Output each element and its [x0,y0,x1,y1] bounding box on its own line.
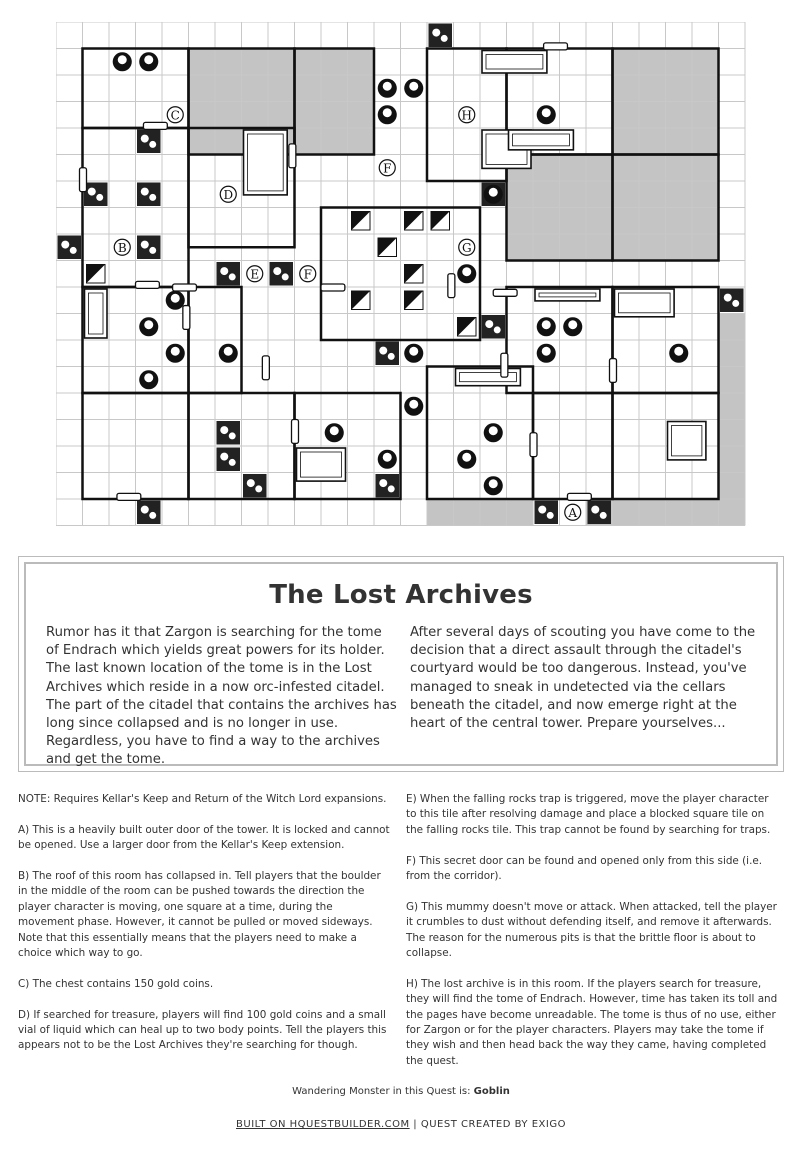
rubble-stone [229,459,236,466]
monster-face [462,267,471,276]
monster-face [489,479,498,488]
map-label-b: B [117,240,127,255]
note-paragraph: NOTE: Requires Kellar's Keep and Return of the Witch Lord expansions. [18,793,387,805]
footer-credit: QUEST CREATED BY EXIGO [420,1119,566,1130]
door [501,353,508,377]
monster-face [462,453,471,462]
wandering-monster-name: Goblin [473,1086,510,1097]
monster-face [542,108,551,117]
rubble-tile [137,236,161,260]
rubble-stone [149,512,156,519]
rubble-stone [494,326,501,333]
monster-face [489,426,498,435]
furniture [482,51,547,74]
notes-right [406,792,778,1085]
rubble-stone [229,432,236,439]
rubble-stone [141,135,149,143]
map-label-d: D [223,187,234,202]
quest-map-board [56,22,746,526]
note-paragraph: A) This is a heavily built outer door of the tower. It is locked and cannot be opened. Use a larger door from the Kellar's Keep extension. [18,823,390,852]
rubble-stone [220,426,228,434]
monster-face [383,453,392,462]
door [173,284,197,291]
door [183,306,190,330]
rubble-tile [720,289,744,313]
rubble-tile [588,501,612,525]
map-label-g: G [461,240,472,255]
door [136,281,160,288]
monster-face [568,320,577,329]
door [530,433,537,457]
rubble-stone [70,247,77,254]
monster-face [144,320,153,329]
map-label-h: H [461,108,472,123]
rubble-tile [137,183,161,207]
rubble-stone [273,267,281,275]
rubble-tile [217,448,241,472]
furniture [297,448,346,481]
furniture [85,289,108,338]
footer [0,1119,802,1130]
rubble-stone [61,241,69,249]
rubble-stone [88,188,96,196]
story-box-inner [24,562,778,766]
rubble-tile [243,474,267,498]
rubble-tile [535,501,559,525]
rubble-stone [441,35,448,42]
note-paragraph: B) The roof of this room has collapsed in. Tell players that the boulder in the middle of the room can be pushed towards the direction the player character is moving, one square at a time, during the movement phase. However, it cannot be pulled or moved sideways. Note that this essentially means that the players need to make a choice which way to go. [18,870,381,960]
rubble-stone [282,273,289,280]
quest-map [56,22,746,526]
builder-link[interactable]: BUILT ON HQUESTBUILDER.COM [236,1119,410,1130]
monster-face [542,347,551,356]
rubble-tile [217,262,241,286]
door [493,289,517,296]
rubble-stone [388,485,395,492]
rubble-stone [149,247,156,254]
rubble-stone [141,188,149,196]
door [289,144,296,168]
map-label-c: C [170,108,180,123]
story-text-left: Rumor has it that Zargon is searching for the tome of Endrach which yields great powers for its holder. The last known location of the tome is in the Lost Archives which reside in a now orc-infested citadel. The part of the citadel that contains the archives has long since collapsed and is no longer in use. Regardless, you have to find a way to the archives and get the tome. [46,625,397,768]
furniture [668,422,706,460]
rubble-tile [217,421,241,445]
rubble-tile [376,342,400,366]
map-label-e: E [250,267,260,282]
rubble-stone [379,347,387,355]
note-paragraph: F) This secret door can be found and opened only from this side (i.e. from the corridor). [406,854,763,883]
door [292,420,299,444]
story-box [18,556,784,772]
monster-face [224,347,233,356]
rubble-stone [149,194,156,201]
rubble-stone [255,485,262,492]
door [448,274,455,298]
note-paragraph: E) When the falling rocks trap is triggered, move the player character to this tile after resolving damage and place a blocked square tile on the falling rocks tile. This trap cannot be found by searching for traps. [406,793,771,836]
notes-left [18,792,390,1069]
monster-face [171,347,180,356]
door [143,122,167,129]
rubble-tile [270,262,294,286]
monster-face [171,294,180,303]
monster-face [330,426,339,435]
furniture [535,289,600,301]
rubble-stone [547,512,554,519]
rubble-tile [137,130,161,154]
rubble-tile [482,315,506,339]
quest-title: The Lost Archives [269,580,533,610]
furniture [456,369,521,386]
door [610,359,617,383]
rubble-tile [58,236,82,260]
rubble-stone [600,512,607,519]
monster-face [118,55,127,64]
door [544,43,568,50]
monster-face [409,400,418,409]
rubble-tile [376,474,400,498]
monster-face [383,108,392,117]
rubble-stone [149,141,156,148]
door [262,356,269,380]
rubble-stone [379,479,387,487]
rubble-stone [229,273,236,280]
rubble-stone [432,29,440,37]
monster-face [383,82,392,91]
rubble-stone [485,320,493,328]
rubble-stone [96,194,103,201]
rubble-stone [141,506,149,514]
note-paragraph: D) If searched for treasure, players will find 100 gold coins and a small vial of liquid which can heal up to two body points. Tell the players this appears not to be the Lost Archives they're searching for though. [18,1008,387,1052]
monster-face [144,373,153,382]
rubble-stone [220,267,228,275]
rubble-stone [388,353,395,360]
door [567,493,591,500]
rubble-stone [538,506,546,514]
monster-face [674,347,683,356]
door [117,493,141,500]
door [80,168,87,192]
rubble-tile [137,501,161,525]
rubble-stone [247,479,255,487]
monster-face [144,55,153,64]
wandering-prefix: Wandering Monster in this Quest is: [292,1086,474,1097]
monster-face [489,188,498,197]
rubble-stone [732,300,739,307]
map-label-a: A [568,505,578,520]
rubble-tile [84,183,108,207]
monster-face [542,320,551,329]
note-paragraph: H) The lost archive is in this room. If the players search for treasure, they will find the tome of Endrach. However, time has taken its toll and the pages have become unreadable. The tome is thus of no use, either for Zargon or for the player characters. Players may take the tome if they wish and then head back the way they came, having completed the quest. [406,977,778,1067]
rubble-stone [591,506,599,514]
rubble-stone [220,453,228,461]
rubble-stone [724,294,732,302]
monster-face [409,82,418,91]
story-text-right: After several days of scouting you have come to the decision that a direct assault through the citadel's courtyard would be too dangerous. Instead, you've managed to sneak in undetected via the cellars beneath the citadel, and now emerge right at the heart of the central tower. Prepare yourselves... [410,625,756,732]
furniture [509,130,574,150]
note-paragraph: G) This mummy doesn't move or attack. When attacked, tell the player it crumbles to dust without defending itself, and remove it afterwards. The reason for the numerous pits is that the brittle floor is about to collapse. [406,900,777,960]
map-label-f: F [383,161,392,176]
wandering-monster-line [0,1086,802,1097]
footer-separator: | [409,1119,421,1130]
monster-face [409,347,418,356]
note-paragraph: C) The chest contains 150 gold coins. [18,977,214,990]
map-label-f: F [303,267,312,282]
rubble-stone [141,241,149,249]
furniture [244,130,288,195]
rubble-tile [429,24,453,48]
door [321,284,345,291]
